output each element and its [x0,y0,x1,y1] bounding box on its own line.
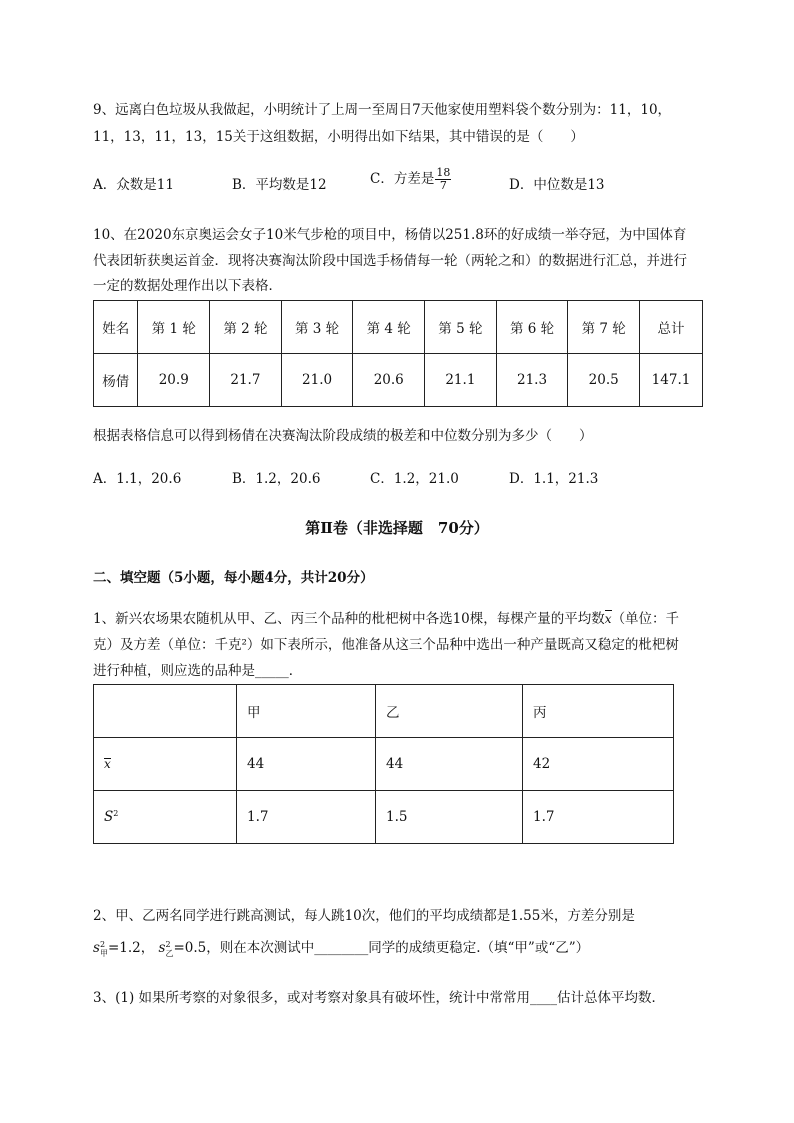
table-row [94,354,703,407]
table-cell: 21.3 [496,354,568,407]
table-header-cell: 第 1 轮 [138,301,210,354]
table-header-cell: 第 3 轮 [281,301,353,354]
table-header-cell: 第 5 轮 [425,301,497,354]
f1-line1-text-a: 1、新兴农场果农随机从甲、乙、丙三个品种的枇杷树中各选10棵，每棵产量的平均数 [93,611,605,627]
q9-line1: 9、远离白色垃圾从我做起，小明统计了上周一至周日7天他家使用塑料袋个数分别为：11，10， [93,102,672,118]
table-row [94,738,674,791]
table-header-cell: 第 6 轮 [496,301,568,354]
table-header-row [94,685,674,738]
q10-option-c: C．1.2，21.0 [370,471,459,487]
q10-option-d: D．1.1，21.3 [509,471,599,487]
f1-line2: 克）及方差（单位：千克²）如下表所示，他准备从这三个品种中选出一种产量既高又稳定的枇杷树 [93,637,679,653]
table-header-cell: 甲 [237,685,376,738]
table-header-cell [94,685,237,738]
x-bar-symbol: x [104,757,111,771]
superscript: 2 [99,939,106,949]
table-cell: 1.5 [376,791,523,844]
table-cell: 147.1 [640,354,703,407]
f2-line2 [93,938,589,958]
fraction-denominator: 7 [439,179,447,192]
table-header-row [94,301,703,354]
table-header-cell: 第 4 轮 [353,301,425,354]
table-header-cell: 乙 [376,685,523,738]
q9-option-c-prefix: C．方差是 [370,171,435,187]
section-heading: 二、填空题（5小题，每小题4分，共计20分） [93,570,374,586]
q9-option-a: A．众数是11 [93,177,174,193]
table-row-label [94,738,237,791]
table-cell: 杨倩 [94,354,138,407]
table-header-cell: 丙 [523,685,674,738]
table-header-cell: 第 7 轮 [568,301,640,354]
variance-symbol: S [104,809,114,825]
f1-line1-text-b: （单位：千 [611,611,680,627]
f2-line1: 2、甲、乙两名同学进行跳高测试，每人跳10次，他们的平均成绩都是1.55米，方差分别是 [93,908,635,924]
table-cell: 21.1 [425,354,497,407]
q9-option-c-fraction [435,167,451,192]
s-symbol: s [158,940,166,956]
q10-line1: 10、在2020东京奥运会女子10米气步枪的项目中，杨倩以251.8环的好成绩一举夺冠，为中国体育 [93,227,687,243]
q10-score-table [93,300,703,407]
table-cell: 20.6 [353,354,425,407]
q9-options [93,166,713,199]
q10-line3: 一定的数据处理作出以下表格． [93,278,282,294]
q10-option-b: B．1.2，20.6 [232,471,321,487]
value-yi: =0.5 [173,940,207,956]
table-cell: 21.0 [281,354,353,407]
f1-variety-table [93,684,674,844]
value-jia: =1.2， [107,940,155,956]
table-row-label [94,791,237,844]
table-cell: 1.7 [237,791,376,844]
q9-option-d: D．中位数是13 [509,177,605,193]
superscript: 2 [165,939,171,949]
q9-option-c [370,167,451,192]
q10-option-a: A．1.1，20.6 [93,471,182,487]
f1-line3: 进行种植，则应选的品种是_____． [93,663,303,679]
table-cell: 1.7 [523,791,674,844]
s-symbol: s [93,940,100,956]
f2-line2-rest: ，则在本次测试中________同学的成绩更稳定.（填“甲”或“乙”） [206,940,590,956]
table-cell: 21.7 [210,354,282,407]
subscript: 甲 [99,948,108,958]
table-cell: 20.9 [138,354,210,407]
q10-line2: 代表团斩获奥运首金．现将决赛淘汰阶段中国选手杨倩每一轮（两轮之和）的数据进行汇总，并进行 [93,253,687,269]
table-cell: 44 [237,738,376,791]
table-cell: 44 [376,738,523,791]
q10-question: 根据表格信息可以得到杨倩在决赛淘汰阶段成绩的极差和中位数分别为多少（ ） [93,428,593,444]
sub-sup-stack [100,940,108,958]
table-header-cell: 总计 [640,301,703,354]
table-cell: 42 [523,738,674,791]
f3-line1: 3、(1) 如果所考察的对象很多，或对考察对象具有破坏性，统计中常常用____估计总体平均数． [93,990,666,1006]
fraction-numerator: 18 [436,166,451,179]
table-row [94,791,674,844]
subscript: 乙 [165,948,174,958]
q10-options [93,469,713,491]
table-header-cell: 第 2 轮 [210,301,282,354]
x-bar-symbol: x [605,609,612,629]
q9-option-b: B．平均数是12 [232,177,327,193]
f1-line1 [93,609,679,629]
table-header-cell: 姓名 [94,301,138,354]
table-cell: 20.5 [568,354,640,407]
q9-line2: 11，13，11，13，15关于这组数据，小明得出如下结果，其中错误的是（ ） [93,129,584,145]
section-title: 第Ⅱ卷（非选择题 70分） [305,519,489,537]
superscript: 2 [113,809,119,818]
